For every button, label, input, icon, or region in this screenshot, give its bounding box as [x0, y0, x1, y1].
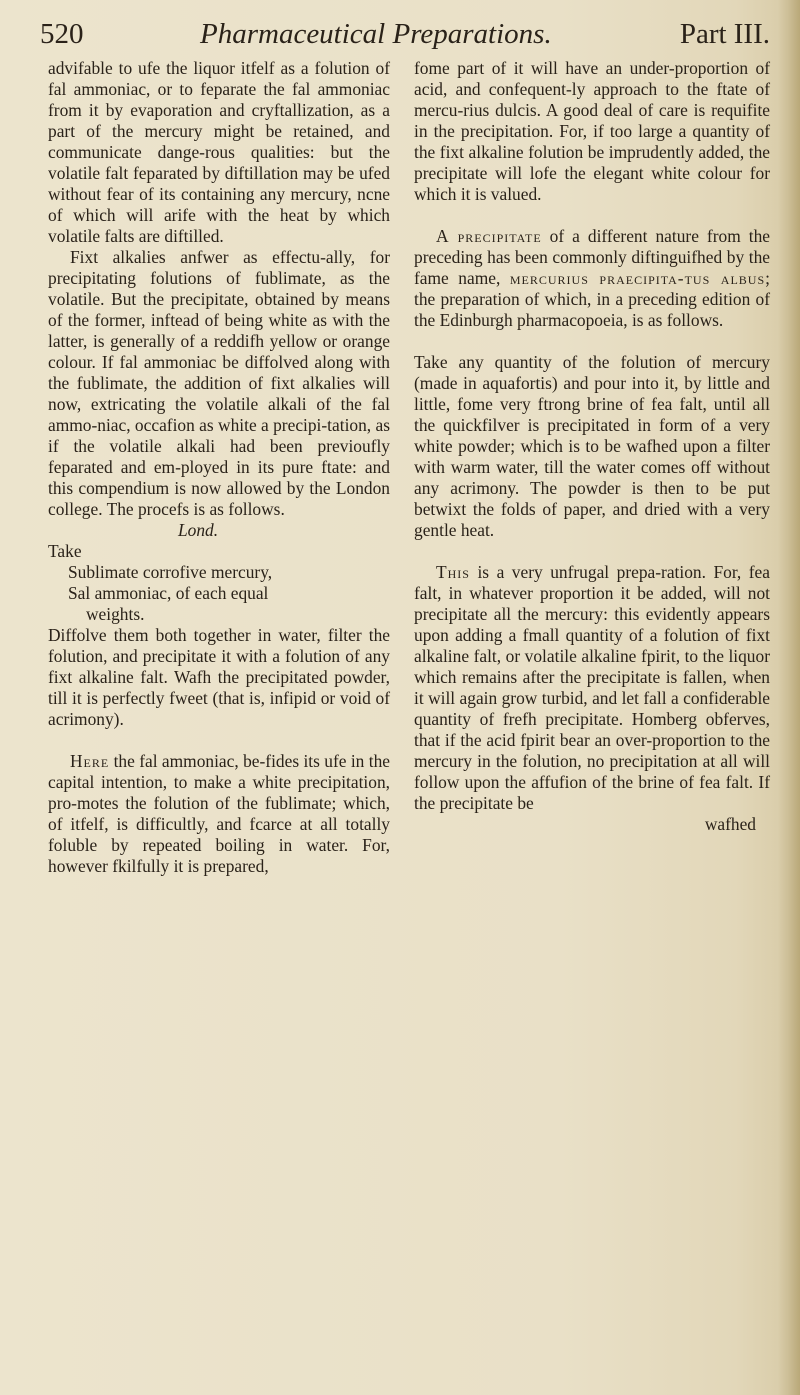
right-column	[414, 58, 770, 835]
recipe-ingredient: Sublimate corrofive mercury,	[68, 562, 273, 582]
recipe-instructions: Take any quantity of the folution of mercury (made in aquafortis) and pour into it, by little and little, fome very ftrong brine of fea falt, until all the quickfilver is precipitated in form of a very white powder; which is to be wafhed upon a filter with warm water, till the water comes off without any acrimony. The powder is then to be put betwixt the folds of paper, and dried with a very gentle heat.	[414, 352, 770, 540]
paragraph	[414, 226, 770, 331]
recipe-ingredient: weights.	[86, 604, 145, 624]
preparation-name: mercurius praecipita-tus albus	[509, 268, 766, 288]
lead-word: This	[436, 562, 470, 582]
paragraph-text: is a very unfrugal prepa-ration. For, fea falt, in whatever proportion it be added, will not precipitate all the mercury: this evidently appears upon adding a fmall quantity of a folution of fixt alkaline falt, or volatile alkaline fpirit, to the liquor which remains after the precipitate is fallen, when it will again grow turbid, and let fall a confiderable quantity of frefh precipitate. Homberg obferves, that if the acid fpirit bear an over-proportion to the mercury in the folution, no precipitation at all will follow upon the affufion of the brine of fea falt. If the precipitate be	[414, 562, 770, 813]
recipe-source: Lond.	[178, 520, 219, 540]
paragraph: advifable to ufe the liquor itfelf as a folution of fal ammoniac, or to feparate the fal ammoniac from it by evaporation and cryftallization, as a part of the mercury might be retained, and communicate dange-rous qualities: but the volatile falt feparated by diftillation may be ufed without fear of its containing any mercury, ncne of which will arife with the heat by which volatile falts are diftilled.	[48, 58, 390, 246]
left-column	[48, 58, 390, 877]
recipe-ingredient: Sal ammoniac, of each equal	[68, 583, 269, 603]
recipe-instructions: Diffolve them both together in water, filter the folution, and precipitate it with a folution of any fixt alkaline falt. Wafh the precipitated powder, till it is perfectly fweet (that is, infipid or void of acrimony).	[48, 625, 390, 729]
paragraph: fome part of it will have an under-proportion of acid, and confequent-ly approach to the ftate of mercu-rius dulcis. A good deal of care is requifite in the precipitation. For, if too large a quantity of the fixt alkaline folution be imprudently added, the precipitate will lofe the elegant white colour for which it is valued.	[414, 58, 770, 204]
paragraph-text: the fal ammoniac, be-fides its ufe in the capital intention, to make a white precipitation, pro-motes the folution of the fublimate; which, of itfelf, is difficultly, and fcarce at all totally foluble by repeated boiling in water. For, however fkilfully it is prepared,	[48, 751, 390, 876]
lead-word: A precipitate	[436, 226, 542, 246]
running-header	[40, 14, 770, 54]
paragraph	[414, 562, 770, 814]
paragraph-text: of a different nature from the preceding has been commonly diftinguifhed by the fame name,	[414, 226, 770, 288]
page-edge	[778, 0, 800, 1395]
paragraph	[48, 751, 390, 877]
lead-word: Here	[70, 751, 110, 771]
catchword: wafhed	[704, 814, 756, 834]
page-number: 520	[40, 18, 84, 50]
running-title: Pharmaceutical Preparations.	[200, 18, 552, 50]
paragraph-text: ; the preparation of which, in a preceding edition of the Edinburgh pharmacopoeia, is as follows.	[414, 268, 770, 330]
recipe-take: Take	[48, 541, 82, 561]
paragraph: Fixt alkalies anfwer as effectu-ally, for precipitating folutions of fublimate, as the volatile. But the precipitate, obtained by means of the former, inftead of being white as with the latter, is generally of a reddifh yellow or orange colour. If fal ammoniac be diffolved along with the fublimate, the addition of fixt alkalies will now, extricating the volatile alkali of the fal ammo-niac, occafion as white a precipi-tation, as if the volatile alkali had been previoufly feparated and em-ployed in its pure ftate: and this compendium is now allowed by the London college. The procefs is as follows.	[48, 247, 390, 519]
part-label: Part III.	[679, 18, 770, 50]
